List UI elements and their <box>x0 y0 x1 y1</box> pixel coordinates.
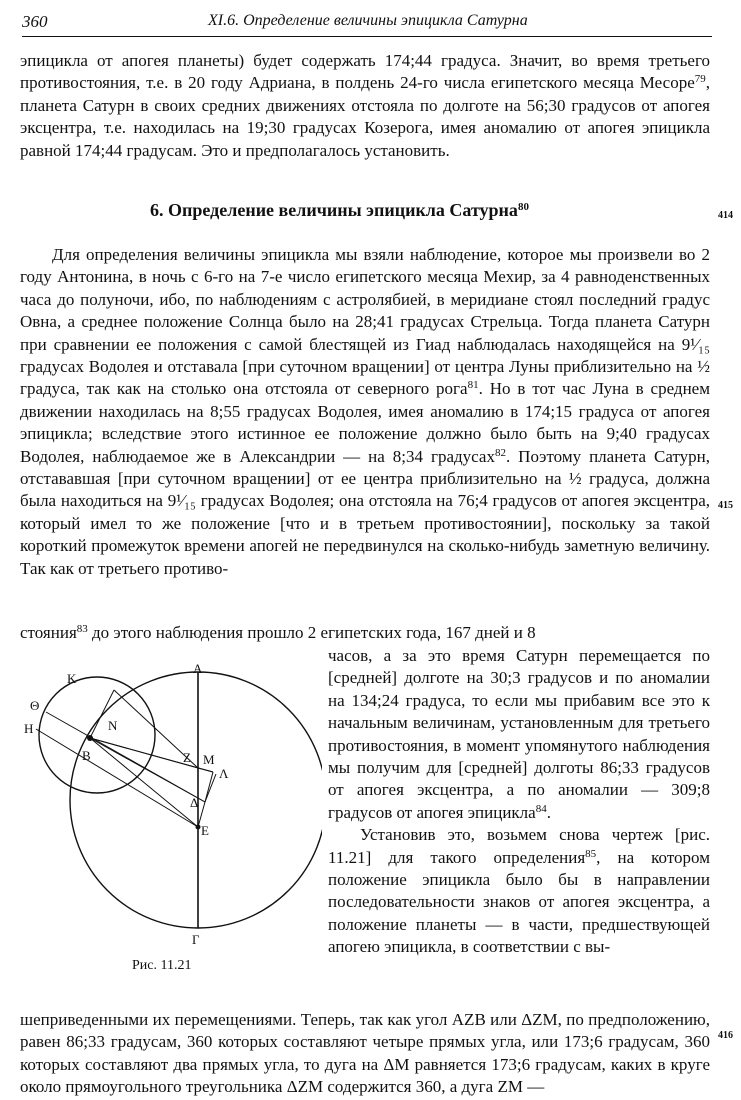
epicycle-circle <box>39 677 155 793</box>
figure-11-21 <box>22 662 322 962</box>
paragraph-2-split-line <box>20 622 710 644</box>
label-lambda: Λ <box>219 766 229 781</box>
paragraph-1 <box>20 50 710 162</box>
footnote-ref[interactable]: 84 <box>535 802 547 815</box>
line-delta-lambda <box>205 774 216 802</box>
label-delta: Δ <box>190 795 199 810</box>
section-title-text: 6. Определение величины эпицикла Сатурна <box>150 200 518 220</box>
paragraph-1-text-cont: , планета Сатурн в своих средних движениях отстояла по долготе на 56;30 градусов от апогея эксцентра, т.е. находилась на 19;30 градусах Козерога, имея аномалию от апогея эпицикла равной 174;44 градусам. Это и предполагалось установить. <box>20 73 710 160</box>
footnote-ref[interactable]: 82 <box>494 446 506 459</box>
label-m: M <box>203 752 215 767</box>
footnote-ref[interactable]: 80 <box>517 201 529 213</box>
figure-caption: Рис. 11.21 <box>132 958 192 973</box>
page-header <box>22 10 712 37</box>
footnote-ref[interactable]: 83 <box>76 623 88 635</box>
margin-page-number: 414 <box>718 210 733 221</box>
right-column-paragraph-3-cont: , на котором положение эпицикла было бы в направлении последовательности знаков от апогея эксцентра, а положение планеты — в части, предшествующей апогею эпицикла, в соответствии с вы- <box>328 847 710 957</box>
right-column-text: часов, а за это время Сатурн перемещается по [средней] долготе на 30;3 градусов и по аномалии на 134;24 градуса, то если мы прибавим все это к начальным величинам, установленным для третьего противостояния, в момент упомянутого наблюдения мы получим для [средней] долготы 86;33 градусов от апогея эксцентра, а по аномалии — 309;8 градусов от апогея эпицикла$^{84}$. Установив это, возьмем снова чертеж [рис. 11.21] для такого определения$^{85}$, на котором положение эпицикла было бы в направлении последовательности знаков от апогея эксцентра, а положение планеты — в части, предшествующей апогею эпицикла, в соответствии с вы- <box>328 646 710 957</box>
point-b <box>87 735 93 741</box>
section-title <box>150 200 630 221</box>
geometric-diagram <box>22 662 322 962</box>
page-number: 360 <box>22 12 48 31</box>
label-h: H <box>24 721 34 736</box>
line-delta-m <box>205 772 213 802</box>
paragraph-2-text-cont2: . Поэтому планета Сатурн, отстававшая [при суточном вращении] от ее центра приблизительно на ½ градуса, должна была находиться на 9¹⁄₁₅ градусах Водолея; она отстояла на 76;4 градусов от апогея эксцентра, который имел то же положение [что и в третьем противостоянии], поскольку за такой короткий промежуток времени апогей не передвинулся на сколько-нибудь заметную величину. Так как от третьего противо- <box>20 446 711 578</box>
line-b-e <box>90 738 198 827</box>
label-b: B <box>82 748 91 763</box>
label-a: А <box>193 662 203 676</box>
split-line-text-cont: до этого наблюдения прошло 2 египетских года, 167 дней и 8 <box>87 623 536 642</box>
label-n: N <box>108 718 118 733</box>
label-gamma: Γ <box>192 932 200 947</box>
running-title: XI.6. Определение величины эпицикла Сатурна <box>208 12 528 29</box>
line-h-e <box>36 729 198 827</box>
paragraph-3-continuation <box>20 1009 710 1099</box>
label-z: Z <box>183 750 191 765</box>
footnote-ref[interactable]: 85 <box>585 847 597 860</box>
paragraph-2-text: Для определения величины эпицикла мы взяли наблюдение, которое мы произвели во 2 году Антонина, в ночь с 6-го на 7-е число египетского месяца Мехир, за 4 равноденственных часа до полуночи, ибо, по наблюдениям с астролябией, в меридиане стоял последний градус Овна, а среднее положение Солнца было на 28;41 градусах Стрельца. Тогда планета Сатурн при сравнении ее положения с самой блестящей из Гиад наблюдалась находящейся на 9¹⁄₁₅ градусах Водолея и отставала [при суточном вращении] от центра Луны приблизительно на ½ градуса, так как на столько она отстояла от северного рога <box>20 245 710 399</box>
margin-page-number: 416 <box>718 1030 733 1041</box>
point-e <box>196 825 201 830</box>
footnote-ref[interactable]: 79 <box>694 73 706 86</box>
paragraph-1-text: эпицикла от апогея планеты) будет содержать 174;44 градуса. Значит, во время третьего противостояния, т.е. в 20 году Адриана, в полдень 24-го числа египетского месяца Месоре <box>20 51 710 93</box>
paragraph-2-text-cont: . Но в тот час Луна в среднем движении находилась на 8;55 градусах Водолея, имея аномалию в 174;15 градуса от апогея эпицикла; вследствие этого истинное ее положение должно было быть на 9;40 градусах Водолея, наблюдаемое же в Александрии — на 8;34 градусах <box>20 379 710 466</box>
right-column-paragraph-2: часов, а за это время Сатурн перемещается по [средней] долготе на 30;3 градусов и по аномалии на 134;24 градуса, то если мы прибавим все это к начальным величинам, установленным для третьего противостояния, в момент упомянутого наблюдения мы получим для [средней] долготы 86;33 градусов от апогея эксцентра, а по аномалии — 309;8 градусов от апогея эпицикла <box>328 646 710 822</box>
split-line-text: стояния <box>20 623 77 642</box>
paragraph-2 <box>20 244 710 580</box>
label-k: K <box>67 671 77 686</box>
right-column-paragraph-3: Установив это, возьмем снова чертеж [рис. 11.21] для такого определения <box>328 825 710 867</box>
paragraph-3-text: шеприведенными их перемещениями. Теперь, так как угол AZB или ΔZM, по предположению, равен 86;33 градусам, 360 которых составляют четыре прямых угла, или 173;6 градусам, 360 которых составляют два прямых угла, то дуга на ΔM равняется 173;6 градусам, каких в круге около прямоугольного треугольника ΔZM содержится 360, а дуга ZM — <box>20 1010 710 1097</box>
line-b-m <box>90 738 213 772</box>
margin-page-number: 415 <box>718 500 733 511</box>
footnote-ref[interactable]: 81 <box>467 379 479 392</box>
label-e: E <box>201 823 209 838</box>
line-z-m <box>198 768 213 772</box>
label-theta: Θ <box>30 698 40 713</box>
